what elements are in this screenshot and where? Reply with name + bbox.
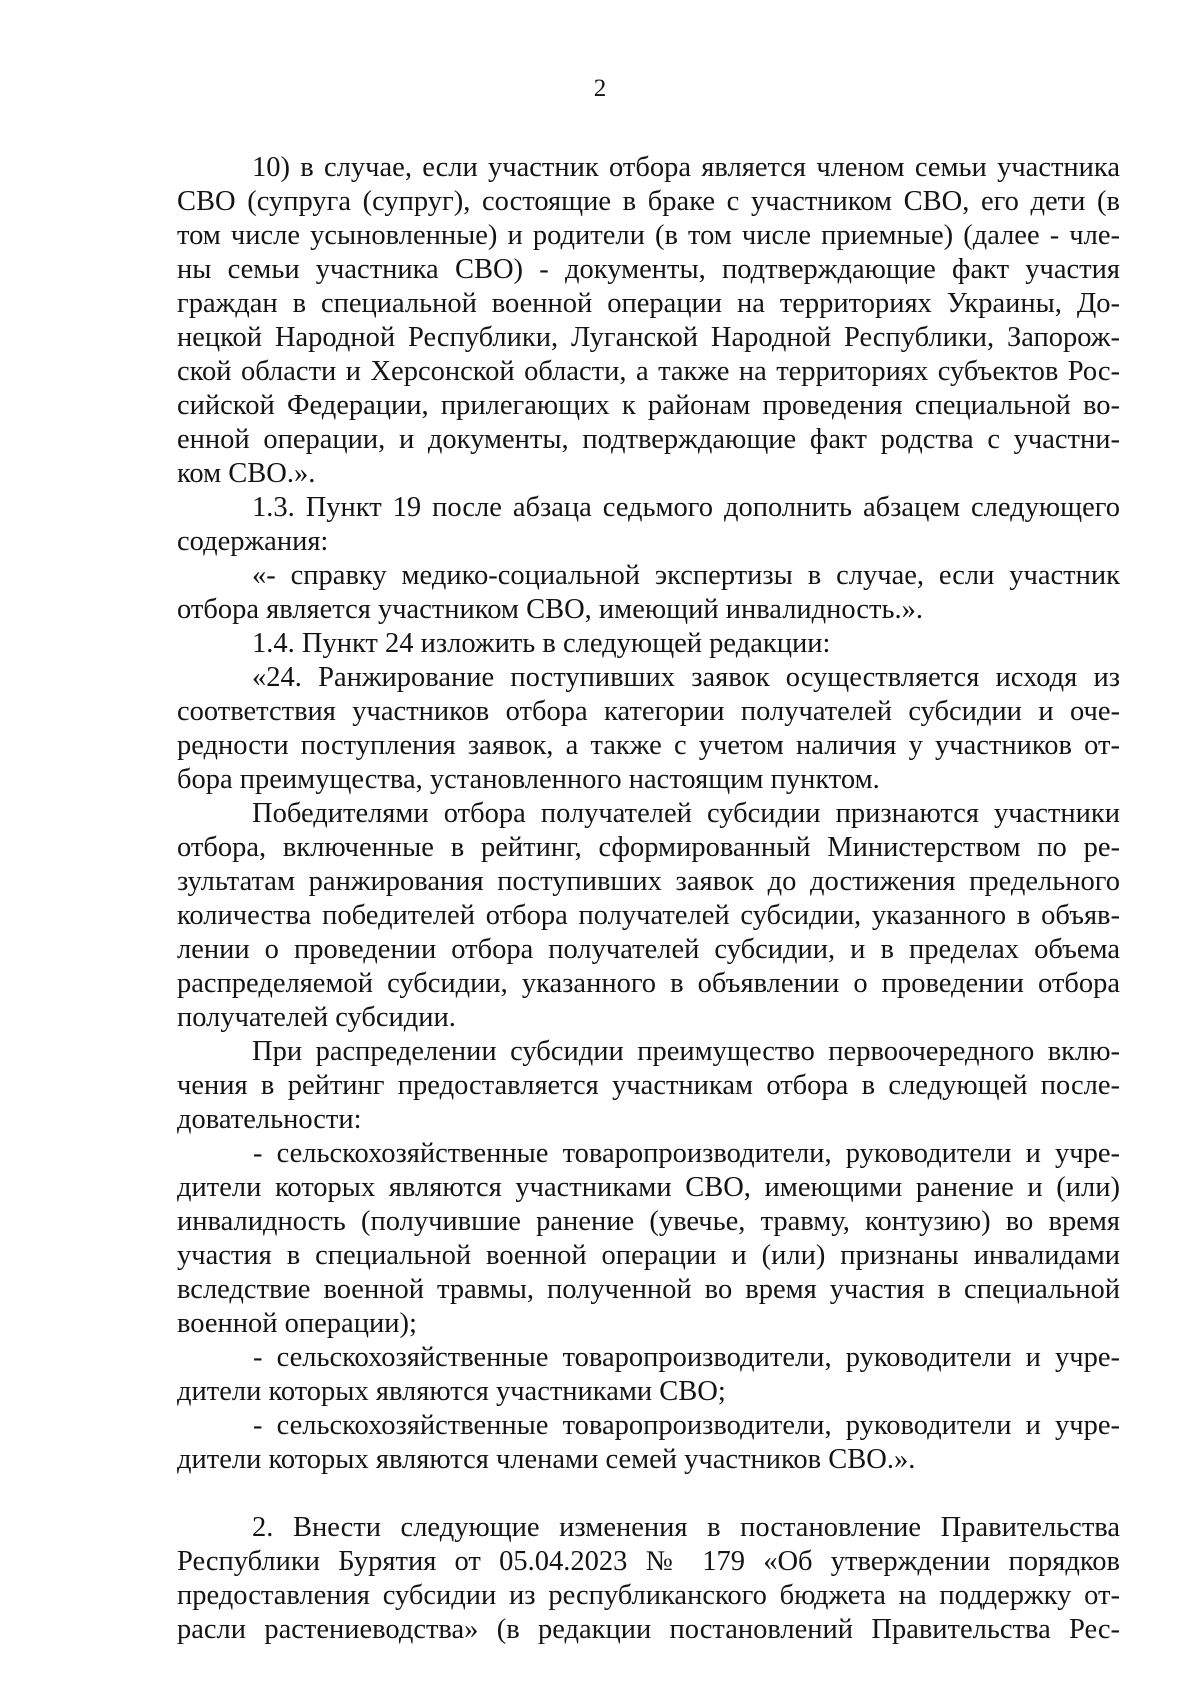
text-line: - сельскохозяйственные товаропроизводители, руководители и учре- (253, 1138, 1120, 1169)
paragraph-clause-1-4 (177, 627, 1120, 661)
text-line: сийской Федерации, прилегающих к районам проведения специальной во- (177, 390, 1120, 421)
text-line: 2. Внести следующие изменения в постановление Правительства (252, 1512, 1120, 1543)
text-line: участия в специальной военной операции и (или) признаны инвалидами (177, 1240, 1120, 1271)
text-line: редности поступления заявок, а также с учетом наличия у участников от- (177, 730, 1120, 761)
text-line: - сельскохозяйственные товаропроизводители, руководители и учре- (253, 1342, 1120, 1373)
text-line: нецкой Народной Республики, Луганской Народной Республики, Запорож- (177, 322, 1120, 353)
text-line: Республики Бурятия от 05.04.2023 № 179 «Об утверждении порядков (177, 1546, 1120, 1577)
text-line: 1.3. Пункт 19 после абзаца седьмого дополнить абзацем следующего (252, 492, 1120, 523)
list-item (177, 1137, 1120, 1341)
text-line: зультатам ранжирования поступивших заявок до достижения предельного (177, 866, 1120, 897)
text-line: расли растениеводства» (в редакции постановлений Правительства Рес- (177, 1614, 1120, 1645)
text-line: граждан в специальной военной операции на территориях Украины, До- (177, 288, 1120, 319)
text-line: чения в рейтинг предоставляется участникам отбора в следующей после- (177, 1070, 1120, 1101)
text-line: предоставления субсидии из республиканского бюджета на поддержку от- (177, 1580, 1120, 1611)
text-line: распределяемой субсидии, указанного в объявлении о проведении отбора (177, 968, 1120, 999)
document-body (177, 151, 1120, 1647)
text-line: дители которых являются участниками СВО, имеющими ранение и (или) (177, 1172, 1120, 1203)
text-line: «- справку медико-социальной экспертизы в случае, если участник (252, 560, 1120, 591)
text-line: дители которых являются участниками СВО; (177, 1376, 726, 1407)
text-line: енной операции, и документы, подтверждающие факт родства с участни- (177, 424, 1120, 455)
text-line: лении о проведении отбора получателей субсидии, и в пределах объема (177, 934, 1120, 965)
list-item (177, 1341, 1120, 1409)
paragraph-clause-1-3 (177, 491, 1120, 559)
text-line: отбора является участником СВО, имеющий инвалидность.». (177, 594, 923, 625)
text-line: 1.4. Пункт 24 изложить в следующей редакции: (252, 628, 831, 659)
text-line: получателей субсидии. (177, 1002, 456, 1033)
text-line: военной операции); (177, 1308, 417, 1339)
text-line: довательности: (177, 1104, 362, 1135)
list-item (177, 1409, 1120, 1477)
text-line: 10) в случае, если участник отбора является членом семьи участника (252, 152, 1120, 183)
text-line: вследствие военной травмы, полученной во время участия в специальной (177, 1274, 1120, 1305)
paragraph-item-10 (177, 151, 1120, 491)
text-line: СВО (супруга (супруг), состоящие в браке с участником СВО, его дети (в (177, 186, 1120, 217)
paragraph-winners (177, 797, 1120, 1035)
text-line: ской области и Херсонской области, а также на территориях субъектов Рос- (177, 356, 1120, 387)
paragraph-item-24 (177, 661, 1120, 797)
page-number: 2 (593, 75, 607, 102)
text-line: ком СВО.». (177, 458, 316, 489)
paragraph-section-2 (177, 1511, 1120, 1647)
text-line: «24. Ранжирование поступивших заявок осуществляется исходя из (252, 662, 1120, 693)
text-line: ны семьи участника СВО) - документы, подтверждающие факт участия (177, 254, 1120, 285)
text-line: - сельскохозяйственные товаропроизводители, руководители и учре- (253, 1410, 1120, 1441)
paragraph-quoted-insertion (177, 559, 1120, 627)
text-line: содержания: (177, 526, 329, 557)
text-line: том числе усыновленные) и родители (в том числе приемные) (далее - чле- (177, 220, 1120, 251)
paragraph-spacer (177, 1477, 1120, 1511)
text-line: количества победителей отбора получателей субсидии, указанного в объяв- (177, 900, 1120, 931)
text-line: дители которых являются членами семей участников СВО.». (177, 1444, 916, 1475)
text-line: Победителями отбора получателей субсидии признаются участники (252, 798, 1120, 829)
text-line: При распределении субсидии преимущество первоочередного вклю- (252, 1036, 1120, 1067)
text-line: бора преимущества, установленного настоящим пунктом. (177, 764, 880, 795)
paragraph-priority (177, 1035, 1120, 1137)
text-line: отбора, включенные в рейтинг, сформированный Министерством по ре- (177, 832, 1120, 863)
text-line: соответствия участников отбора категории получателей субсидии и оче- (177, 696, 1120, 727)
text-line: инвалидность (получившие ранение (увечье, травму, контузию) во время (177, 1206, 1120, 1237)
